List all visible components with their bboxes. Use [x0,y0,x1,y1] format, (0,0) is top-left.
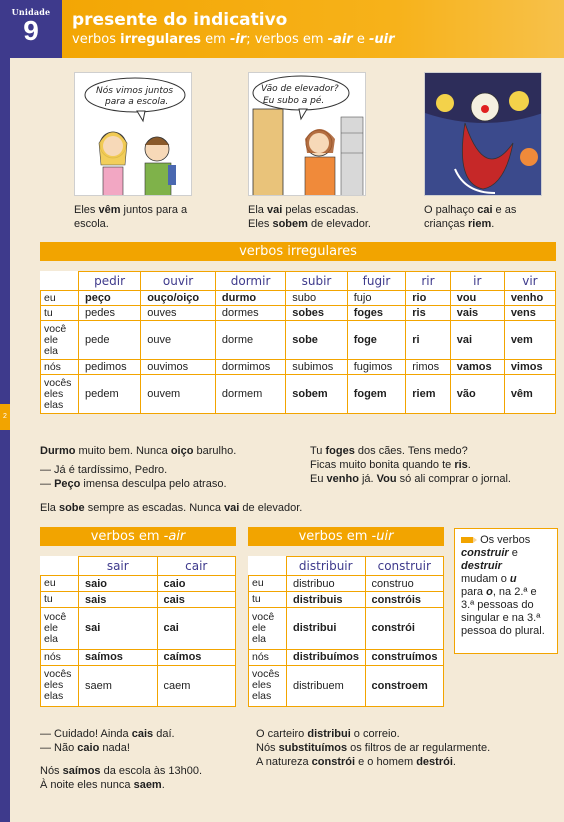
conjugation-cell: vens [504,306,555,321]
conjugation-cell: caímos [157,649,236,665]
page-subtitle: verbos irregulares em -ir; verbos em -air e -uir [72,32,395,47]
person-cell: nós [41,649,79,665]
conjugation-cell: constróis [365,592,444,608]
text-segment: Eles [74,204,99,216]
table-row [41,321,556,360]
example-sentence [256,727,400,741]
column-header: ir [450,272,504,291]
text-segment: Ela [40,502,59,514]
text-segment: A natureza [256,756,312,768]
caption-line [74,204,187,230]
conjugation-cell: foge [347,321,406,360]
conjugation-cell: sais [79,592,158,608]
cartoon-clown [424,72,542,196]
conjugation-cell: riem [406,375,450,414]
bold-verb: ris [454,459,468,471]
uir-verbs-table [248,556,444,707]
unit-label: Unidade [11,7,51,17]
example-sentence [256,741,490,755]
column-header: fugir [347,272,406,291]
bold-verb: substituímos [278,742,348,754]
bubble-line-2: para a escola. [105,97,169,107]
conjugation-cell: pedes [79,306,141,321]
conjugation-cell: pede [79,321,141,360]
conjugation-cell: vamos [450,360,504,375]
text-segment: e as [492,204,517,216]
conjugation-cell: distribuem [287,665,366,707]
bubble-line-1: Nós vimos juntos [96,86,174,96]
conjugation-cell: ouço/oiço [141,291,216,306]
section-title-air: verbos em -air [40,527,236,546]
text-segment: — Não [40,742,78,754]
table-row [41,576,236,592]
person-cell: eu [41,576,79,592]
bold-verb: saem [133,779,162,791]
unit-number: 9 [23,15,39,46]
bold-verb: Peço [54,478,81,490]
text-segment: . [467,459,471,471]
table-row [249,649,444,665]
conjugation-cell: ouvimos [141,360,216,375]
caption-line [248,217,398,231]
bubble-line-1: Vão de elevador? [261,84,339,94]
conjugation-cell: rimos [406,360,450,375]
table-row [41,375,556,414]
example-sentence [40,463,167,477]
text-segment: — Já é tardíssimo, Pedro. [40,464,168,476]
bold-verb: Vou [376,473,397,485]
text-segment: daí. [153,728,175,740]
text-segment: e o homem [355,756,417,768]
conjugation-cell: saímos [79,649,158,665]
bold-verb: oiço [170,445,194,457]
column-header: pedir [79,272,141,291]
bold-verb: venho [326,473,359,485]
text-segment: muito bem. Nunca [75,445,171,457]
conjugation-cell: sobes [286,306,347,321]
conjugation-cell: venho [504,291,555,306]
bold-verb: sobe [58,502,85,514]
bold-verb: cai [477,204,493,216]
text-segment: sempre as escadas. Nunca [84,502,225,514]
text-segment: já. [358,473,377,485]
bold-verb: saímos [62,765,101,777]
table-row [41,592,236,608]
bold-verb: cais [131,728,154,740]
example-sentence [40,444,236,458]
text-segment: Ela [248,204,267,216]
section-title-irregulares: verbos irregulares [40,242,556,261]
text-segment: nada! [99,742,130,754]
example-sentence [40,741,130,755]
conjugation-cell: caem [157,665,236,707]
table-header-row [41,557,236,576]
text-segment: Tu [310,445,326,457]
text-segment: de elevador. [239,502,303,514]
example-sentence [310,458,471,472]
text-segment: Nós [256,742,279,754]
person-cell: vocês eles elas [41,375,79,414]
pencil-icon [461,536,477,544]
example-sentence [40,778,165,792]
note-box: Os verbos construir e destruir mudam o u para o, na 2.ª e 3.ª pessoas do singular e na 3.ª pessoa do plural. [454,528,558,654]
conjugation-cell: vai [450,321,504,360]
conjugation-cell: subo [286,291,347,306]
person-cell: eu [249,576,287,592]
conjugation-cell: vão [450,375,504,414]
section-title-uir: verbos em -uir [248,527,444,546]
text-segment: O palhaço [424,204,478,216]
text-segment: da escola às 13h00. [100,765,203,777]
irregular-verbs-table [40,271,556,414]
conjugation-cell: saio [79,576,158,592]
person-cell: nós [41,360,79,375]
conjugation-cell: dormes [215,306,285,321]
conjugation-cell: cai [157,608,236,650]
bold-verb: vai [266,204,283,216]
conjugation-cell: vou [450,291,504,306]
text-segment: À noite eles nunca [40,779,134,791]
conjugation-cell: ouve [141,321,216,360]
table-row [41,665,236,707]
bold-verb: vai [224,502,240,514]
caption-line [248,203,398,217]
conjugation-cell: ri [406,321,450,360]
bold-verb: vêm [98,204,121,216]
column-header: subir [286,272,347,291]
conjugation-cell: peço [79,291,141,306]
conjugation-cell: fugimos [347,360,406,375]
conjugation-cell: construo [365,576,444,592]
conjugation-cell: constrói [365,608,444,650]
column-header: vir [504,272,555,291]
cartoon-elevator [248,72,366,196]
conjugation-cell: foges [347,306,406,321]
text-segment: — Cuidado! Ainda [40,728,132,740]
text-segment: Nós [40,765,63,777]
side-tab: 2 [0,404,10,430]
conjugation-cell: ouvem [141,375,216,414]
conjugation-cell: vêm [504,375,555,414]
bold-verb: destrói [416,756,453,768]
conjugation-cell: distribuo [287,576,366,592]
text-segment: . [491,218,495,230]
caption-3 [424,203,564,231]
bold-verb: constrói [311,756,356,768]
conjugation-cell: constroem [365,665,444,707]
bubble-line-2: Eu subo a pé. [263,96,325,106]
caption-2 [248,203,398,231]
table-corner [41,557,79,576]
conjugation-cell: cais [157,592,236,608]
person-cell: tu [249,592,287,608]
example-sentence [40,501,302,515]
air-verbs-table [40,556,236,707]
text-segment: — [40,478,55,490]
conjugation-cell: pedem [79,375,141,414]
page-title: presente do indicativo [72,10,288,30]
caption-1 [74,203,224,231]
text-segment: O carteiro [256,728,308,740]
bold-verb: caio [77,742,100,754]
table-row [249,576,444,592]
column-header: dormir [215,272,285,291]
table-row [41,291,556,306]
text-segment: Eu [310,473,327,485]
table-row [249,608,444,650]
conjugation-cell: sobem [286,375,347,414]
bold-verb: distribui [307,728,351,740]
example-sentence [310,444,468,458]
conjugation-cell: vimos [504,360,555,375]
table-row [41,608,236,650]
caption-line [424,203,564,217]
conjugation-cell: vem [504,321,555,360]
bold-verb: Durmo [40,445,76,457]
text-segment: Eles [248,218,273,230]
bold-verb: foges [325,445,355,457]
caption-line [424,217,564,231]
conjugation-cell: ris [406,306,450,321]
table-header-row [41,272,556,291]
table-row [41,306,556,321]
conjugation-cell: subimos [286,360,347,375]
conjugation-cell: distribui [287,608,366,650]
column-header: cair [157,557,236,576]
person-cell: você ele ela [249,608,287,650]
conjugation-cell: rio [406,291,450,306]
conjugation-cell: durmo [215,291,285,306]
conjugation-cell: pedimos [79,360,141,375]
conjugation-cell: distribuímos [287,649,366,665]
column-header: distribuir [287,557,366,576]
conjugation-cell: construímos [365,649,444,665]
text-segment: o correio. [350,728,400,740]
person-cell: tu [41,306,79,321]
bold-verb: sobem [272,218,308,230]
text-segment: . [161,779,165,791]
conjugation-cell: distribuis [287,592,366,608]
conjugation-cell: fujo [347,291,406,306]
text-segment: os filtros de ar regularmente. [347,742,491,754]
text-segment: juntos para a escola. [74,204,188,230]
unit-badge [0,0,62,58]
person-cell: vocês eles elas [249,665,287,707]
table-row [249,665,444,707]
example-sentence [256,755,456,769]
table-row [41,360,556,375]
example-sentence [40,764,202,778]
person-cell: vocês eles elas [41,665,79,707]
text-segment: crianças [424,218,469,230]
table-row [249,592,444,608]
column-header: sair [79,557,158,576]
text-segment: . [452,756,456,768]
table-corner [41,272,79,291]
person-cell: nós [249,649,287,665]
conjugation-cell: dormem [215,375,285,414]
person-cell: você ele ela [41,321,79,360]
table-corner [249,557,287,576]
bold-verb: riem [468,218,492,230]
cartoon-kids-walking [74,72,192,196]
text-segment: só ali comprar o jornal. [396,473,511,485]
text-segment: dos cães. Tens medo? [354,445,468,457]
text-segment: barulho. [193,445,237,457]
text-segment: imensa desculpa pelo atraso. [80,478,227,490]
conjugation-cell: dormimos [215,360,285,375]
table-header-row [249,557,444,576]
conjugation-cell: ouves [141,306,216,321]
conjugation-cell: sai [79,608,158,650]
example-sentence [40,727,175,741]
conjugation-cell: vais [450,306,504,321]
example-sentence [310,472,511,486]
text-segment: Ficas muito bonita quando te [310,459,455,471]
column-header: rir [406,272,450,291]
conjugation-cell: sobe [286,321,347,360]
text-segment: pelas escadas. [282,204,359,216]
column-header: ouvir [141,272,216,291]
table-row [41,649,236,665]
person-cell: tu [41,592,79,608]
person-cell: eu [41,291,79,306]
conjugation-cell: saem [79,665,158,707]
conjugation-cell: fogem [347,375,406,414]
person-cell: você ele ela [41,608,79,650]
column-header: construir [365,557,444,576]
text-segment: de elevador. [307,218,371,230]
page-header [0,0,564,58]
conjugation-cell: caio [157,576,236,592]
example-sentence [40,477,227,491]
conjugation-cell: dorme [215,321,285,360]
